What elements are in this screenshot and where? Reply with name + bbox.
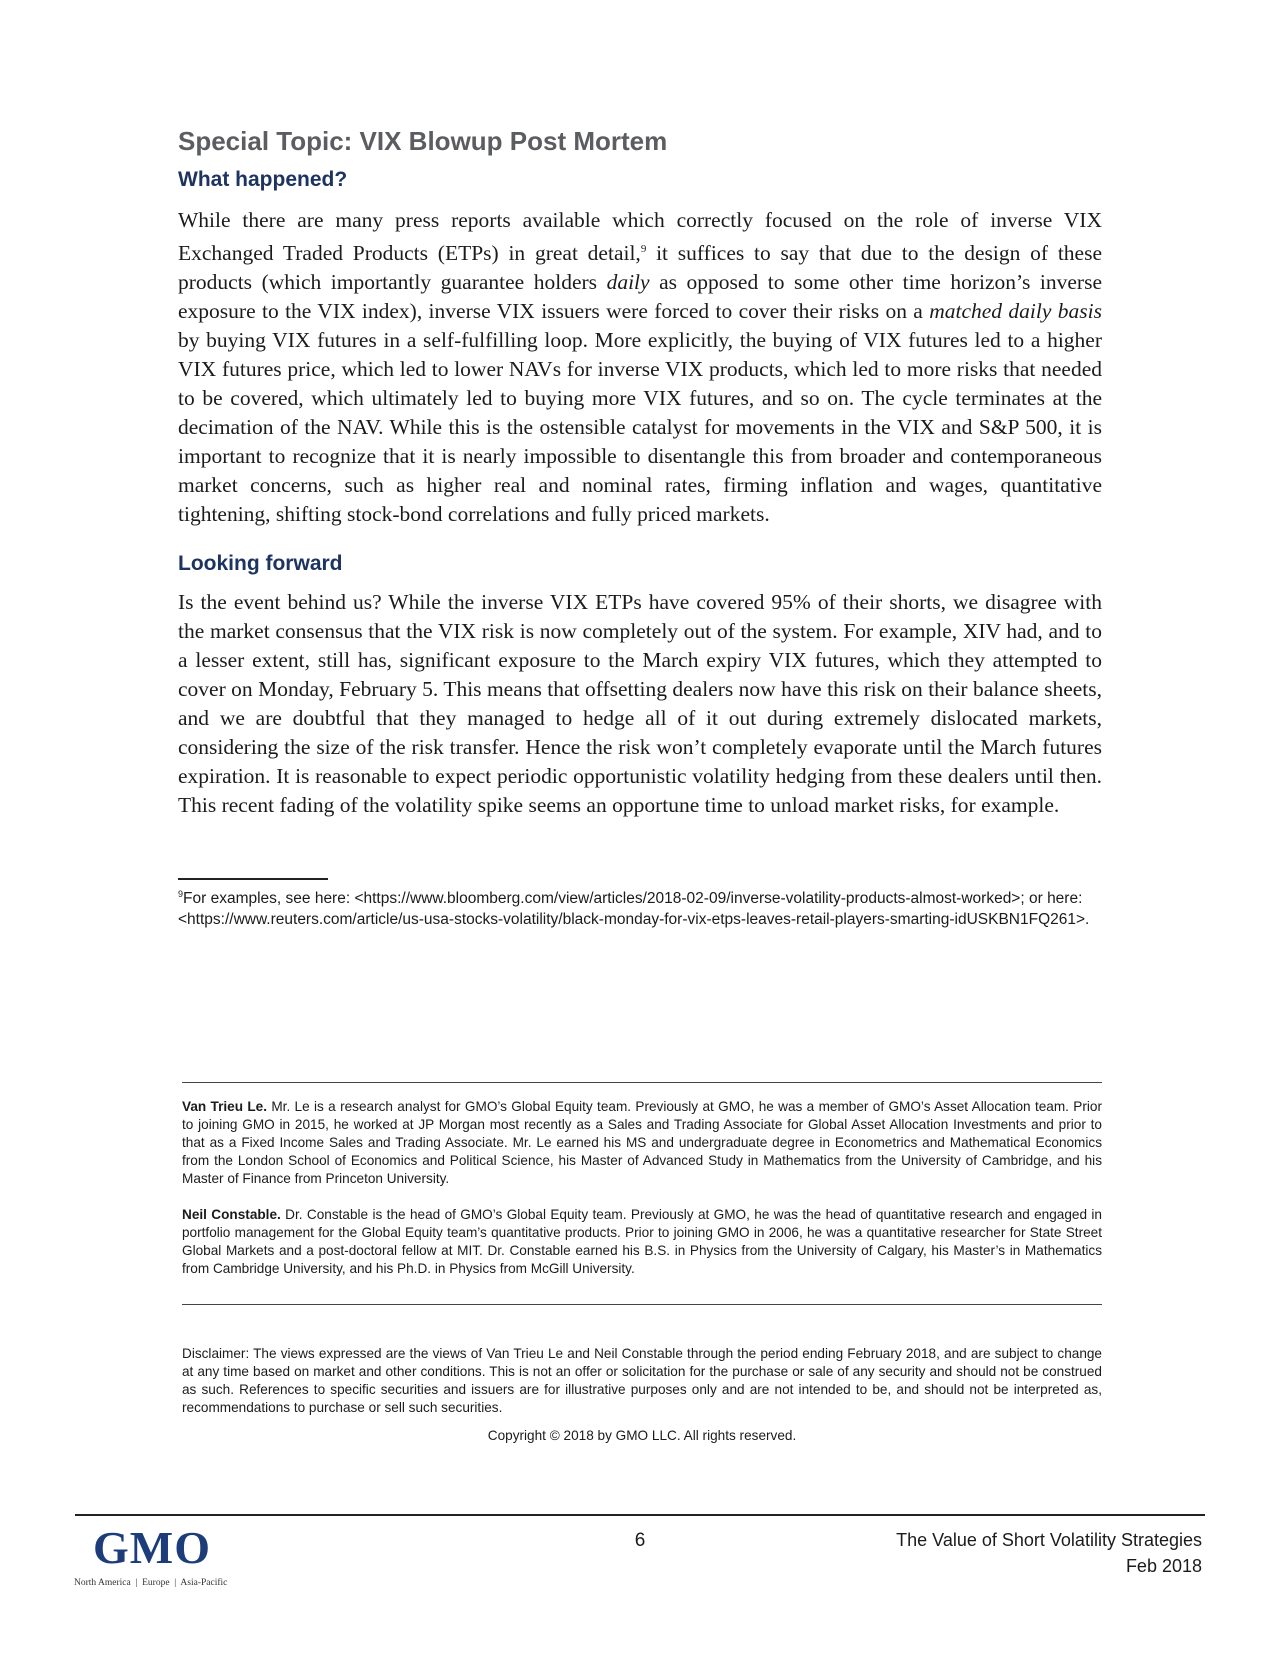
report-title: The Value of Short Volatility Strategies bbox=[896, 1530, 1202, 1550]
looking-forward-paragraph: Is the event behind us? While the inverse VIX ETPs have covered 95% of their shorts, we disagree with the market consensus that the VIX risk is now completely out of the system. For example, XIV had, and to a lesser extent, still has, significant exposure to the March expiry VIX futures, which they attempted to cover on Monday, February 5. This means that offsetting dealers now have this risk on their balance sheets, and we are doubtful that they managed to hedge all of it out during extremely dislocated markets, considering the size of the risk transfer. Hence the risk won’t completely evaporate until the March futures expiration. It is reasonable to expect periodic opportunistic volatility hedging from these dealers until then. This recent fading of the volatility spike seems an opportune time to unload market risks, for example. bbox=[178, 590, 1102, 817]
footnote-text: For examples, see here: <https://www.bloomberg.com/view/articles/2018-02-09/inverse-volatility-products-almost-worked>; or here: <https://www.reuters.com/article/us-usa-stocks-volatility/black-monday-for-vix-etps-leaves-retail-players-smarting-idUSKBN1FQ261>. bbox=[178, 890, 1090, 929]
page-number: 6 bbox=[634, 1530, 646, 1551]
bio-top-divider bbox=[182, 1082, 1102, 1083]
paragraph-text: While there are many press reports available which correctly focused on the role of inverse VIX Exchanged Traded Products (ETPs) in great detail, bbox=[178, 208, 1102, 266]
what-happened-paragraph bbox=[178, 206, 1102, 529]
bio-text: Dr. Constable is the head of GMO’s Global Equity team. Previously at GMO, he was the head of quantitative research and engaged in portfolio management for the Global Equity team’s quantitative products. Prior to joining GMO in 2006, he was a quantitative researcher for State Street Global Markets and a post-doctoral fellow at MIT. Dr. Constable earned his B.S. in Physics from the University of Calgary, his Master’s in Mathematics from Cambridge University, and his Ph.D. in Physics from McGill University. bbox=[182, 1207, 1102, 1276]
footnote-reference: 9 bbox=[640, 243, 647, 255]
footnote-number: 9 bbox=[178, 889, 184, 899]
disclaimer: Disclaimer: The views expressed are the views of Van Trieu Le and Neil Constable through the period ending February 2018, and are subject to change at any time based on market and other conditions. This is not an offer or solicitation for the purchase or sale of any security and should not be construed as such. References to specific securities and issuers are for illustrative purposes only and are not intended to be, and should not be interpreted as, recommendations to purchase or sell such securities. bbox=[182, 1346, 1102, 1415]
footnote bbox=[178, 884, 1102, 930]
bio-text: Mr. Le is a research analyst for GMO’s Global Equity team. Previously at GMO, he was a member of GMO’s Asset Allocation team. Prior to joining GMO in 2015, he worked at JP Morgan most recently as a Sales and Trading Associate for Global Asset Allocation Investments and prior to that as a Fixed Income Sales and Trading Associate. Mr. Le earned his MS and undergraduate degree in Econometrics and Mathematical Economics from the London School of Economics and Political Science, his Master of Advanced Study in Mathematics from the University of Cambridge, and his Master of Finance from Princeton University. bbox=[182, 1099, 1103, 1186]
emphasis-text: daily bbox=[606, 270, 650, 295]
paragraph-text: as opposed to some other time horizon’s inverse exposure to the VIX index), inverse VIX issuers were forced to cover their risks on a bbox=[178, 270, 1102, 324]
bio-bottom-divider bbox=[182, 1304, 1102, 1305]
emphasis-text: matched daily basis bbox=[929, 299, 1102, 324]
section-heading-what-happened: What happened? bbox=[178, 168, 348, 191]
author-name: Neil Constable. bbox=[182, 1207, 281, 1222]
section-heading-looking-forward: Looking forward bbox=[178, 552, 343, 575]
gmo-logo: GMO bbox=[93, 1522, 211, 1573]
footnote-divider bbox=[178, 878, 328, 880]
paragraph-text: it suffices to say that due to the design of these products (which importantly guarantee holders bbox=[178, 241, 1102, 295]
copyright: Copyright © 2018 by GMO LLC. All rights reserved. bbox=[487, 1428, 797, 1443]
topic-title: Special Topic: VIX Blowup Post Mortem bbox=[178, 126, 668, 156]
paragraph-text: by buying VIX futures in a self-fulfilling loop. More explicitly, the buying of VIX futures led to a higher VIX futures price, which led to lower NAVs for inverse VIX products, which led to more risks that needed to be covered, which ultimately led to buying more VIX futures, and so on. The cycle terminates at the decimation of the NAV. While this is the ostensible catalyst for movements in the VIX and S&P 500, it is important to recognize that it is nearly impossible to disentangle this from broader and contemporaneous market concerns, such as higher real and nominal rates, firming inflation and wages, quantitative tightening, shifting stock-bond correlations and fully priced markets. bbox=[178, 328, 1102, 527]
footer-divider bbox=[75, 1514, 1205, 1516]
author-bio-constable bbox=[182, 1206, 1102, 1278]
author-name: Van Trieu Le. bbox=[182, 1099, 267, 1114]
report-date: Feb 2018 bbox=[1125, 1556, 1202, 1576]
logo-regions: North America | Europe | Asia-Pacific bbox=[74, 1578, 228, 1588]
author-bio-le bbox=[182, 1098, 1102, 1188]
